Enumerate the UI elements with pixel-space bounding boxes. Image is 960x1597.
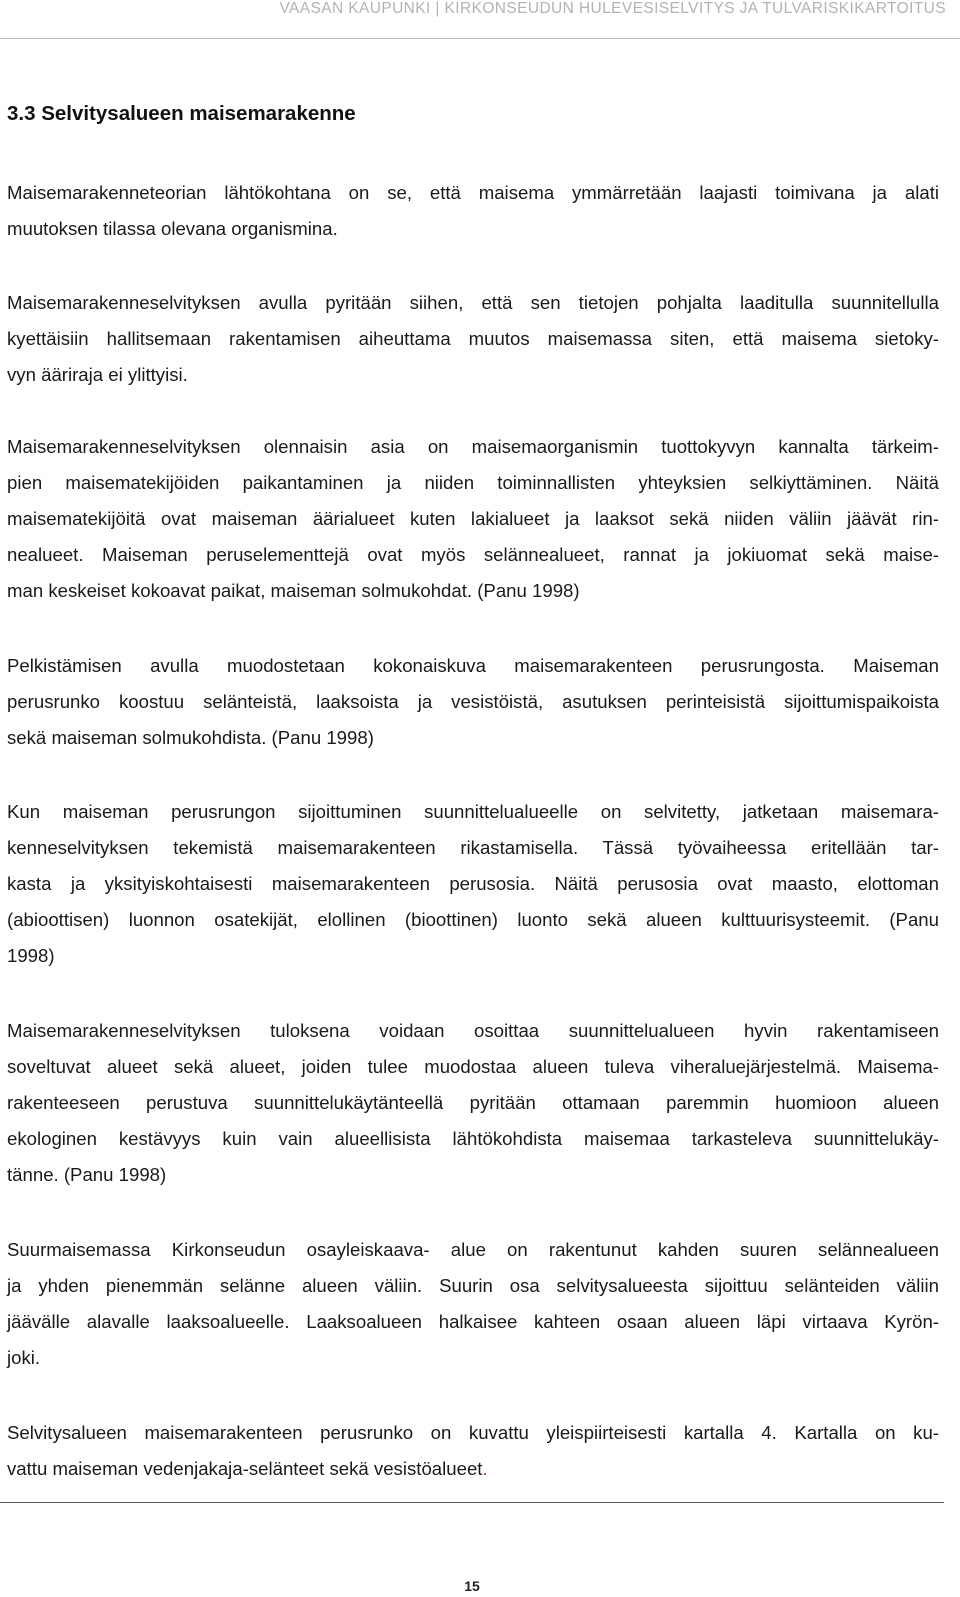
paragraph-line: (abioottisen) luonnon osatekijät, elollinen (bioottinen) luonto sekä alueen kulttuurisysteemit. (Panu (7, 909, 939, 930)
paragraph-line: Kun maiseman perusrungon sijoittuminen suunnittelualueelle on selvitetty, jatketaan maisemara- (7, 801, 939, 822)
paragraph-line: pien maisematekijöiden paikantaminen ja niiden toiminnallisten yhteyksien selkiyttäminen. Näitä (7, 472, 939, 493)
paragraph-line (7, 1451, 939, 1487)
paragraph-4 (7, 648, 939, 756)
page-header (0, 0, 960, 39)
paragraph-line: Selvitysalueen maisemarakenteen perusrunko on kuvattu yleispiirteisesti kartalla 4. Kartalla on ku- (7, 1422, 939, 1443)
running-title: VAASAN KAUPUNKI | KIRKONSEUDUN HULEVESISELVITYS JA TULVARISKIKARTOITUS (279, 0, 946, 17)
paragraph-line: man keskeiset kokoavat paikat, maiseman solmukohdat. (Panu 1998) (7, 580, 580, 601)
paragraph-line: Pelkistämisen avulla muodostetaan kokonaiskuva maisemarakenteen perusrungosta. Maiseman (7, 655, 939, 676)
paragraph-line: Maisemarakenneteorian lähtökohtana on se, että maisema ymmärretään laajasti toimivana ja alati (7, 182, 939, 203)
paragraph-line: muutoksen tilassa olevana organismina. (7, 218, 338, 239)
paragraph-line: Maisemarakenneselvityksen tuloksena voidaan osoittaa suunnittelualueen hyvin rakentamiseen (7, 1020, 939, 1041)
paragraph-2 (7, 285, 939, 393)
paragraph-line: Maisemarakenneselvityksen olennaisin asia on maisemaorganismin tuottokyvyn kannalta tärkeim- (7, 436, 939, 457)
paragraph-line: maisematekijöitä ovat maiseman äärialueet kuten lakialueet ja laaksot sekä niiden väliin jäävät rin- (7, 508, 939, 529)
paragraph-line: Suurmaisemassa Kirkonseudun osayleiskaava- alue on rakentunut kahden suuren selännealueen (7, 1239, 939, 1260)
paragraph-line: sekä maiseman solmukohdista. (Panu 1998) (7, 727, 374, 748)
paragraph-8 (7, 1415, 939, 1487)
paragraph-line-text: vattu maiseman vedenjakaja-selänteet sekä vesistöalueet (7, 1458, 483, 1479)
paragraph-line: rakenteeseen perustuva suunnittelukäytänteellä pyritään ottamaan paremmin huomioon alueen (7, 1092, 939, 1113)
paragraph-line: 1998) (7, 945, 55, 966)
paragraph-line: soveltuvat alueet sekä alueet, joiden tulee muodostaa alueen tuleva viheraluejärjestelmä. Maisema- (7, 1056, 939, 1077)
paragraph-5 (7, 794, 939, 974)
paragraph-line: kyettäisiin hallitsemaan rakentamisen aiheuttama muutos maisemassa siten, että maisema sietoky- (7, 328, 939, 349)
paragraph-3 (7, 429, 939, 609)
footer-divider (0, 1502, 944, 1503)
end-mark: . (482, 1458, 488, 1479)
paragraph-line: ekologinen kestävyys kuin vain alueellisista lähtökohdista maisemaa tarkasteleva suunnittelukäy- (7, 1128, 939, 1149)
paragraph-line: joki. (7, 1347, 41, 1368)
paragraph-line: kasta ja yksityiskohtaisesti maisemarakenteen perusosia. Näitä perusosia ovat maasto, elottoman (7, 873, 939, 894)
paragraph-7 (7, 1232, 939, 1376)
paragraph-line: perusrunko koostuu selänteistä, laaksoista ja vesistöistä, asutuksen perinteisistä sijoittumispaikoista (7, 691, 939, 712)
paragraph-line: kenneselvityksen tekemistä maisemarakenteen rikastamisella. Tässä työvaiheessa eritellään tar- (7, 837, 939, 858)
paragraph-line: jäävälle alavalle laaksoalueelle. Laaksoalueen halkaisee kahteen osaan alueen läpi virtaava Kyrön- (7, 1311, 939, 1332)
section-heading: 3.3 Selvitysalueen maisemarakenne (7, 102, 356, 125)
paragraph-1 (7, 175, 939, 247)
page-number: 15 (464, 1578, 480, 1594)
paragraph-6 (7, 1013, 939, 1193)
paragraph-line: ja yhden pienemmän selänne alueen väliin. Suurin osa selvitysalueesta sijoittuu selänteiden väliin (7, 1275, 939, 1296)
paragraph-line: nealueet. Maiseman peruselementtejä ovat myös selännealueet, rannat ja jokiuomat sekä maise- (7, 544, 939, 565)
paragraph-line: Maisemarakenneselvityksen avulla pyritään siihen, että sen tietojen pohjalta laaditulla suunnitellulla (7, 292, 939, 313)
paragraph-line: tänne. (Panu 1998) (7, 1164, 167, 1185)
paragraph-line: vyn ääriraja ei ylittyisi. (7, 364, 188, 385)
